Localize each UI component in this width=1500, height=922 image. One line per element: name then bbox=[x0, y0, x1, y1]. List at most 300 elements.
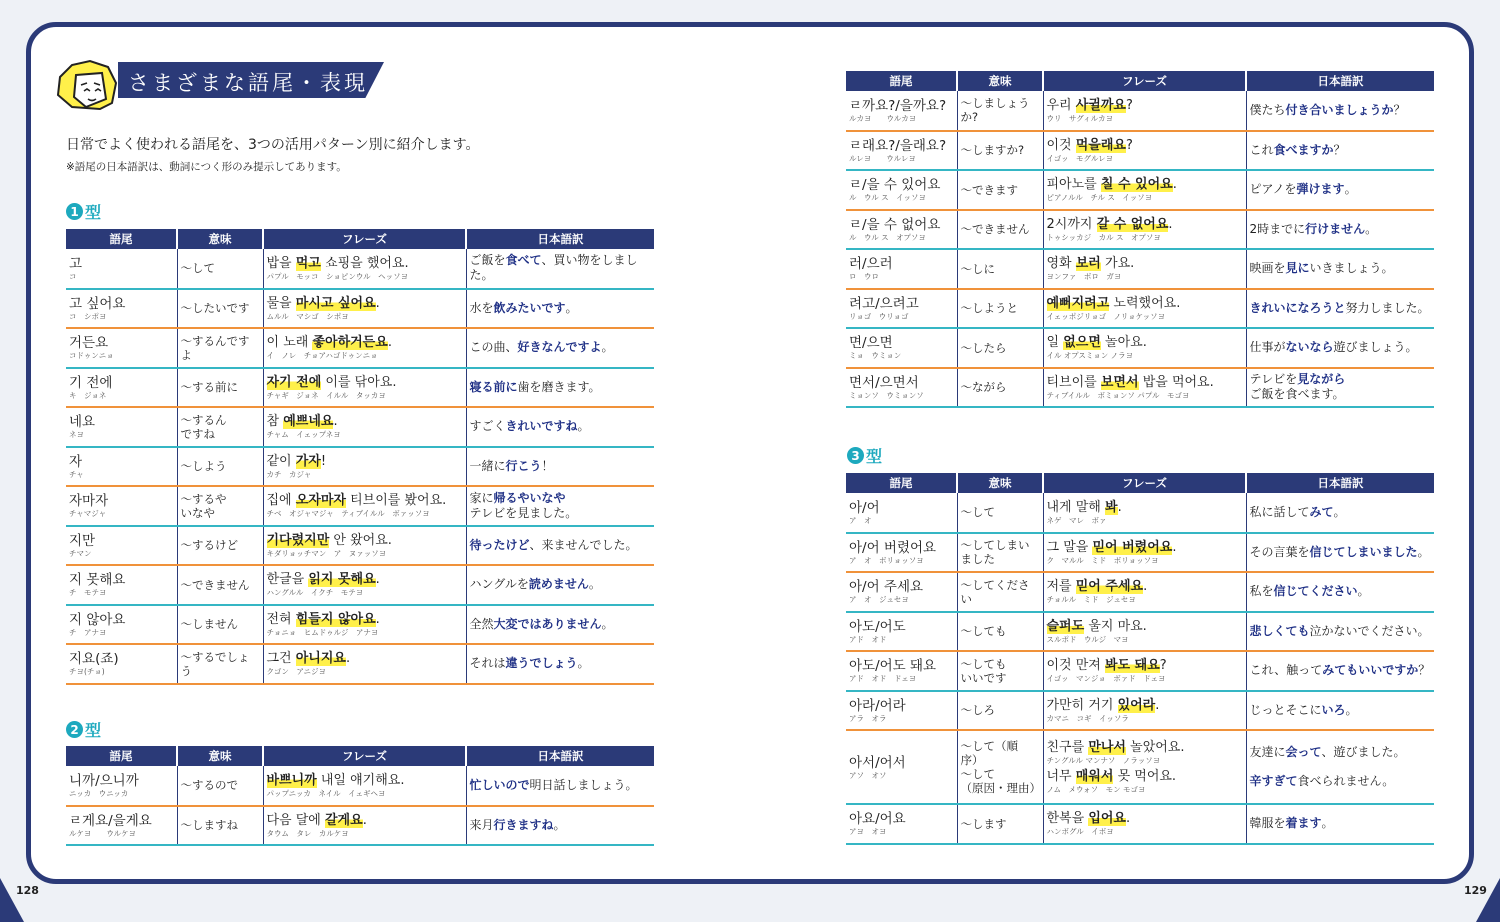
phrase-korean bbox=[267, 533, 463, 549]
ending-reading: コ bbox=[69, 271, 77, 281]
column-header: 日本語訳 bbox=[466, 229, 654, 249]
phrase-reading: ヨンファ ボロ ガヨ bbox=[1046, 272, 1122, 282]
text-run: 泣かないでください。 bbox=[1309, 623, 1430, 638]
ending-cell bbox=[66, 565, 177, 605]
ending-reading: アド オド bbox=[849, 634, 887, 644]
meaning-text: 〜するんですよ bbox=[180, 333, 250, 362]
meaning-text: 〜できます bbox=[960, 182, 1018, 197]
text-run: 努力しました。 bbox=[1345, 300, 1430, 315]
phrase-korean bbox=[267, 572, 463, 588]
meaning-cell bbox=[177, 249, 263, 289]
text-run: これ、触って bbox=[1249, 663, 1323, 678]
text-run: . bbox=[345, 651, 351, 667]
text-run: 。 bbox=[1321, 816, 1334, 831]
ending-reading: ルカヨ ウルカヨ bbox=[849, 113, 917, 123]
section-number: 2 bbox=[66, 721, 83, 738]
phrase-korean bbox=[267, 493, 463, 509]
translation-cell bbox=[466, 486, 654, 526]
ending-cell bbox=[66, 368, 177, 408]
phrase-reading: ハンボグル イボヨ bbox=[1046, 827, 1114, 837]
text-run: ！ bbox=[541, 458, 554, 473]
text-run: 이것 bbox=[1046, 137, 1076, 153]
table-row bbox=[66, 447, 654, 487]
text-run: . bbox=[1168, 216, 1173, 232]
ending-korean: 자마자 bbox=[69, 493, 109, 510]
text-run: . bbox=[1117, 499, 1122, 515]
text-run: 。 bbox=[1344, 182, 1357, 197]
translation-cell bbox=[466, 289, 654, 329]
text-run: 遊びましょう。 bbox=[1333, 340, 1418, 355]
text-run: ハングルを bbox=[469, 577, 529, 592]
phrase-reading: ウリ サグィルカヨ bbox=[1046, 113, 1114, 123]
phrase-reading: スルポド ウルジ マヨ bbox=[1046, 634, 1129, 644]
translation-text bbox=[470, 301, 652, 316]
text-run: . bbox=[375, 295, 380, 311]
ending-reading: アド オド ドェヨ bbox=[849, 674, 917, 684]
ending-cell bbox=[846, 572, 957, 612]
translation-text bbox=[1250, 624, 1432, 639]
translation-text bbox=[1250, 745, 1432, 760]
text-run: 、買い物をしました。 bbox=[469, 253, 638, 283]
text-run: 。 bbox=[565, 300, 578, 315]
text-run: 。 bbox=[588, 577, 601, 592]
meaning-cell bbox=[957, 368, 1043, 408]
phrase-korean bbox=[267, 454, 463, 470]
ending-cell bbox=[846, 328, 957, 368]
column-header: フレーズ bbox=[1043, 473, 1246, 493]
translation-text bbox=[1250, 663, 1432, 678]
text-run: 이것 만져 bbox=[1046, 658, 1105, 674]
table-header-row bbox=[66, 746, 654, 766]
translation-text bbox=[1250, 774, 1432, 789]
highlighted-text: 칠 수 있어요 bbox=[1100, 177, 1173, 193]
text-run: 이를 닦아요. bbox=[321, 374, 397, 390]
text-run: テレビを見ました。 bbox=[469, 505, 578, 520]
highlighted-text: 읽지 못해요 bbox=[308, 572, 376, 588]
bold-translation: 寝る前に bbox=[469, 379, 518, 394]
ending-cell bbox=[66, 806, 177, 846]
meaning-text: 〜しても bbox=[960, 624, 1007, 639]
meaning-text: 〜したいです bbox=[180, 301, 250, 316]
ending-korean: 면서/으면서 bbox=[849, 374, 919, 391]
text-run: 一緒に bbox=[469, 458, 506, 473]
bold-translation: 見ながら bbox=[1297, 372, 1346, 387]
translation-text bbox=[470, 340, 652, 355]
translation-text bbox=[470, 459, 652, 474]
ending-korean: 고 싶어요 bbox=[69, 295, 126, 312]
column-header: 日本語訳 bbox=[466, 746, 654, 766]
phrase-reading: カマニ コギ イッソラ bbox=[1046, 713, 1129, 723]
table-row bbox=[66, 806, 654, 846]
table-row bbox=[66, 486, 654, 526]
phrase-cell bbox=[263, 486, 466, 526]
bold-translation: 信じてください bbox=[1273, 584, 1358, 599]
phrase-korean bbox=[267, 375, 463, 391]
text-run: 。 bbox=[577, 419, 590, 434]
bold-translation: 待ったけど bbox=[469, 537, 530, 552]
meaning-cell bbox=[957, 804, 1043, 844]
highlighted-text: 봐도 돼요 bbox=[1105, 658, 1160, 674]
text-run: . bbox=[1172, 177, 1177, 193]
text-run: 映画を bbox=[1249, 261, 1286, 276]
phrase-cell bbox=[1043, 368, 1246, 408]
meaning-text: 〜ながら bbox=[960, 380, 1007, 395]
table-row bbox=[66, 565, 654, 605]
phrase-reading: イゴッ モグルレヨ bbox=[1046, 153, 1114, 163]
translation-text bbox=[470, 818, 652, 833]
ending-reading: ル ウル ス オプソヨ bbox=[849, 232, 926, 242]
meaning-cell bbox=[177, 486, 263, 526]
phrase-korean bbox=[267, 414, 463, 430]
translation-text bbox=[470, 491, 652, 521]
phrase-reading: キダリョッチマン ア ヌァッソヨ bbox=[266, 548, 387, 558]
meaning-cell bbox=[177, 605, 263, 645]
text-run: . bbox=[1126, 811, 1131, 827]
text-run: 、来ませんでした。 bbox=[529, 537, 638, 552]
ending-korean: 자 bbox=[69, 453, 83, 470]
meaning-text: 〜するでしょう bbox=[180, 649, 250, 678]
table-row bbox=[846, 691, 1434, 731]
translation-cell bbox=[466, 565, 654, 605]
ending-korean: 지요(죠) bbox=[69, 651, 119, 668]
ending-korean: 아/어 주세요 bbox=[849, 579, 924, 596]
translation-text bbox=[470, 656, 652, 671]
translation-text bbox=[1250, 301, 1432, 316]
text-run: 티브이를 bbox=[1046, 374, 1101, 390]
phrase-reading: パップニッカ ネイル イェギヘヨ bbox=[266, 788, 386, 798]
ending-korean: 니까/으니까 bbox=[69, 772, 139, 789]
translation-cell bbox=[1246, 804, 1434, 844]
section-type2-heading bbox=[66, 718, 101, 741]
table-row bbox=[66, 289, 654, 329]
text-run: 같이 bbox=[266, 453, 296, 469]
text-run: 。 bbox=[601, 616, 614, 631]
ending-reading: リョゴ ウリョゴ bbox=[849, 311, 909, 321]
meaning-cell bbox=[177, 368, 263, 408]
ending-cell bbox=[846, 691, 957, 731]
translation-text bbox=[470, 617, 652, 632]
translation-text bbox=[1250, 372, 1432, 402]
text-run: 너무 bbox=[1046, 769, 1076, 784]
table-row bbox=[846, 804, 1434, 844]
phrase-korean bbox=[267, 612, 463, 628]
translation-cell bbox=[1246, 368, 1434, 408]
translation-text bbox=[470, 538, 652, 553]
text-run: 私を bbox=[1249, 584, 1274, 599]
text-run: 水を bbox=[469, 300, 494, 315]
translation-text bbox=[1250, 340, 1432, 355]
phrase-cell bbox=[1043, 533, 1246, 573]
translation-text bbox=[470, 380, 652, 395]
highlighted-text: 마시고 싶어요 bbox=[295, 295, 376, 311]
highlighted-text: 믿어 버렸어요 bbox=[1092, 539, 1173, 555]
translation-cell bbox=[466, 368, 654, 408]
ending-reading: ニッカ ウニッカ bbox=[69, 788, 129, 798]
text-run: 안 왔어요. bbox=[329, 532, 392, 548]
phrase-reading: カチ カジャ bbox=[266, 469, 312, 479]
text-run: ? bbox=[1125, 97, 1133, 113]
translation-text bbox=[470, 419, 652, 434]
highlighted-text: 가자 bbox=[295, 453, 321, 469]
translation-cell bbox=[1246, 328, 1434, 368]
ending-korean: 려고/으려고 bbox=[849, 295, 919, 312]
translation-cell bbox=[1246, 493, 1434, 533]
text-run: 。 bbox=[601, 340, 614, 355]
ending-reading: ア オ ジュセヨ bbox=[849, 595, 909, 605]
phrase-cell bbox=[263, 289, 466, 329]
ending-cell bbox=[66, 289, 177, 329]
text-run: 友達に bbox=[1249, 745, 1286, 759]
text-run: 仕事が bbox=[1249, 340, 1286, 355]
bold-translation: 忙しいので bbox=[469, 777, 530, 792]
translation-text bbox=[1250, 143, 1432, 158]
text-run: 피아노를 bbox=[1046, 177, 1101, 193]
column-header: 日本語訳 bbox=[1246, 473, 1434, 493]
translation-cell bbox=[466, 249, 654, 289]
text-run: 내일 얘기해요. bbox=[316, 772, 405, 788]
text-run: 전혀 bbox=[266, 611, 296, 627]
bold-translation: 信じてしまいました bbox=[1309, 544, 1418, 559]
ending-cell bbox=[846, 612, 957, 652]
meaning-cell bbox=[177, 328, 263, 368]
translation-cell bbox=[1246, 730, 1434, 804]
highlighted-text: 보면서 bbox=[1100, 374, 1139, 390]
translation-cell bbox=[1246, 533, 1434, 573]
bold-translation: 見に bbox=[1285, 261, 1310, 276]
translation-text bbox=[1250, 505, 1432, 520]
ending-reading: チャ bbox=[69, 469, 84, 479]
translation-text bbox=[1250, 182, 1432, 197]
highlighted-text: 믿어 주세요 bbox=[1075, 579, 1144, 595]
ending-korean: 아서/어서 bbox=[849, 754, 906, 771]
highlighted-text: 먹을래요 bbox=[1075, 137, 1126, 153]
text-run: ご飯を bbox=[469, 253, 506, 268]
meaning-cell bbox=[177, 766, 263, 806]
meaning-text: 〜するん ですね bbox=[180, 412, 227, 441]
highlighted-text: 아니지요 bbox=[295, 651, 346, 667]
bold-translation: 弾けます bbox=[1296, 182, 1345, 197]
translation-text bbox=[1250, 584, 1432, 599]
phrase-reading: チングルル マンナソ ノラッソヨ bbox=[1046, 756, 1161, 765]
ending-reading: ミョンソ ウミョンソ bbox=[849, 390, 924, 400]
translation-cell bbox=[1246, 651, 1434, 691]
section-label: 型 bbox=[866, 447, 883, 466]
ending-reading: ミョ ウミョン bbox=[849, 351, 902, 361]
phrase-cell bbox=[1043, 572, 1246, 612]
ending-reading: ネヨ bbox=[69, 430, 84, 440]
ending-korean: 네요 bbox=[69, 414, 96, 431]
text-run: 이 노래 bbox=[266, 335, 313, 351]
phrase-reading: ネゲ マレ ボァ bbox=[1046, 515, 1107, 525]
text-run: 못 먹어요. bbox=[1113, 769, 1177, 784]
text-run: 밥을 bbox=[266, 255, 296, 271]
highlighted-text: 바쁘니까 bbox=[266, 772, 317, 788]
text-run: ? bbox=[1159, 658, 1167, 674]
ending-korean: 아/어 버렸어요 bbox=[849, 539, 937, 556]
translation-cell bbox=[1246, 170, 1434, 210]
text-run: 한복을 bbox=[1046, 811, 1089, 827]
phrase-cell bbox=[1043, 210, 1246, 250]
translation-text bbox=[1250, 545, 1432, 560]
phrase-korean bbox=[1047, 540, 1243, 556]
meaning-text: 〜する前に bbox=[180, 380, 238, 395]
translation-cell bbox=[1246, 249, 1434, 289]
highlighted-text: 갈 수 없어요 bbox=[1096, 216, 1169, 232]
bold-translation: 行きますね bbox=[493, 817, 554, 832]
phrase-korean bbox=[1047, 98, 1243, 114]
highlighted-text: 기다렸지만 bbox=[266, 532, 330, 548]
phrase-korean bbox=[267, 296, 463, 312]
table-row bbox=[846, 651, 1434, 691]
phrase-korean bbox=[1047, 375, 1243, 391]
highlighted-text: 자기 전에 bbox=[266, 374, 322, 390]
text-run: テレビを bbox=[1249, 372, 1298, 387]
phrase-korean bbox=[1047, 256, 1243, 272]
bold-translation: きれいになろうと bbox=[1249, 300, 1346, 315]
translation-text bbox=[1250, 103, 1432, 118]
ending-reading: コドゥンニョ bbox=[69, 351, 114, 361]
text-run: . bbox=[362, 812, 367, 828]
phrase-korean bbox=[1047, 335, 1243, 351]
meaning-cell bbox=[957, 612, 1043, 652]
meaning-text: 〜してください bbox=[960, 577, 1030, 606]
ending-cell bbox=[66, 328, 177, 368]
meaning-cell bbox=[957, 651, 1043, 691]
meaning-text: 〜できません bbox=[960, 222, 1030, 237]
text-run: 그 말을 bbox=[1046, 539, 1093, 555]
ending-reading: チ アナヨ bbox=[69, 627, 107, 637]
bold-translation: 帰るやいなや bbox=[493, 490, 566, 505]
table-row bbox=[846, 572, 1434, 612]
phrase-korean bbox=[1047, 177, 1243, 193]
phrase-reading: ピアノルル チル ス イッソヨ bbox=[1046, 193, 1153, 203]
text-run: 집에 bbox=[266, 493, 296, 509]
text-run: すごく bbox=[469, 419, 506, 434]
meaning-cell bbox=[177, 565, 263, 605]
table-row bbox=[66, 368, 654, 408]
text-run: . bbox=[1155, 697, 1160, 713]
text-run: 우리 bbox=[1046, 97, 1076, 113]
phrase-reading: イル オプスミョン ノラヨ bbox=[1046, 351, 1134, 361]
ending-reading: ロ ウロ bbox=[849, 272, 879, 282]
phrase-cell bbox=[263, 328, 466, 368]
text-run: . bbox=[1172, 539, 1177, 555]
ending-reading: チヨ(チョ) bbox=[69, 667, 105, 677]
column-header: 意味 bbox=[957, 473, 1043, 493]
text-run: . bbox=[375, 572, 380, 588]
phrase-korean bbox=[1047, 217, 1243, 233]
phrase-korean bbox=[1047, 619, 1243, 635]
ending-cell bbox=[846, 170, 957, 210]
phrase-cell bbox=[1043, 289, 1246, 329]
page-number-right: 129 bbox=[1464, 884, 1487, 897]
meaning-cell bbox=[177, 447, 263, 487]
phrase-cell bbox=[263, 605, 466, 645]
phrase-cell bbox=[263, 766, 466, 806]
text-run: 2時までに bbox=[1249, 221, 1306, 236]
text-run: ピアノを bbox=[1249, 182, 1297, 197]
text-run: ？ bbox=[1418, 663, 1431, 678]
meaning-text: 〜しません bbox=[180, 617, 238, 632]
phrase-korean bbox=[1047, 296, 1243, 312]
bold-translation: 好きなんですよ bbox=[517, 340, 602, 355]
table-header-row bbox=[846, 71, 1434, 91]
highlighted-text: 없으면 bbox=[1063, 335, 1101, 351]
text-run: . bbox=[387, 335, 392, 351]
ending-korean: ㄹ까요?/을까요? bbox=[849, 97, 947, 114]
text-run: 저를 bbox=[1046, 579, 1076, 595]
table-row bbox=[846, 249, 1434, 289]
column-header: フレーズ bbox=[1043, 71, 1246, 91]
phrase-reading: チョニョ ヒムドゥルジ アナヨ bbox=[266, 627, 379, 637]
table-header-row bbox=[846, 473, 1434, 493]
highlighted-text: 있어라 bbox=[1117, 697, 1156, 713]
page-number-left: 128 bbox=[16, 884, 39, 897]
translation-cell bbox=[1246, 572, 1434, 612]
phrase-cell bbox=[263, 565, 466, 605]
meaning-cell bbox=[957, 289, 1043, 329]
ending-cell bbox=[846, 131, 957, 171]
ending-cell bbox=[846, 91, 957, 131]
highlighted-text: 먹고 bbox=[295, 255, 321, 271]
text-run: それは bbox=[469, 656, 506, 671]
phrase-korean bbox=[267, 651, 463, 667]
phrase-cell bbox=[1043, 493, 1246, 533]
ending-reading: チマン bbox=[69, 548, 92, 558]
text-run: 僕たち bbox=[1249, 102, 1286, 117]
meaning-text: 〜して bbox=[180, 261, 215, 276]
meaning-text: 〜しろ bbox=[960, 703, 995, 718]
ending-reading: ルケヨ ウルケヨ bbox=[69, 828, 136, 838]
column-header: 意味 bbox=[177, 229, 263, 249]
phrase-reading: ハングルル イクチ モテヨ bbox=[266, 588, 364, 598]
phrase-korean bbox=[1047, 811, 1243, 827]
phrase-korean bbox=[1047, 740, 1243, 756]
phrase-reading: タウム タレ カルケヨ bbox=[266, 828, 349, 838]
ending-cell bbox=[846, 249, 957, 289]
ending-cell bbox=[66, 249, 177, 289]
phrase-cell bbox=[1043, 691, 1246, 731]
meaning-cell bbox=[957, 91, 1043, 131]
phrase-reading: イゴッ マンジョ ボァド ドェヨ bbox=[1046, 674, 1166, 684]
section-number: 3 bbox=[847, 447, 864, 464]
ending-cell bbox=[66, 447, 177, 487]
column-header: フレーズ bbox=[263, 229, 466, 249]
phrase-cell bbox=[1043, 730, 1246, 804]
meaning-cell bbox=[957, 691, 1043, 731]
column-header: 意味 bbox=[177, 746, 263, 766]
meaning-text: 〜できません bbox=[180, 577, 250, 592]
ending-korean: ㄹ게요/을게요 bbox=[69, 812, 152, 829]
translation-text bbox=[470, 778, 652, 793]
text-run: 밥을 먹어요. bbox=[1138, 374, 1214, 390]
table-row bbox=[66, 526, 654, 566]
text-run: ? bbox=[1125, 137, 1133, 153]
ending-korean: 아도/어도 bbox=[849, 618, 906, 635]
phrase-reading: チベ オジャマジャ ティブイルル ボァッソヨ bbox=[266, 509, 430, 519]
text-run: 韓服を bbox=[1249, 816, 1286, 831]
ending-korean: 아요/어요 bbox=[849, 811, 906, 828]
meaning-text: 〜したら bbox=[960, 340, 1007, 355]
text-run: いきましょう。 bbox=[1309, 261, 1394, 276]
text-run: 티브이를 봤어요. bbox=[345, 493, 447, 509]
phrase-cell bbox=[1043, 91, 1246, 131]
meaning-cell bbox=[957, 249, 1043, 289]
highlighted-text: 보러 bbox=[1075, 256, 1101, 272]
highlighted-text: 사귈까요 bbox=[1075, 97, 1126, 113]
column-header: 日本語訳 bbox=[1246, 71, 1434, 91]
phrase-cell bbox=[1043, 328, 1246, 368]
